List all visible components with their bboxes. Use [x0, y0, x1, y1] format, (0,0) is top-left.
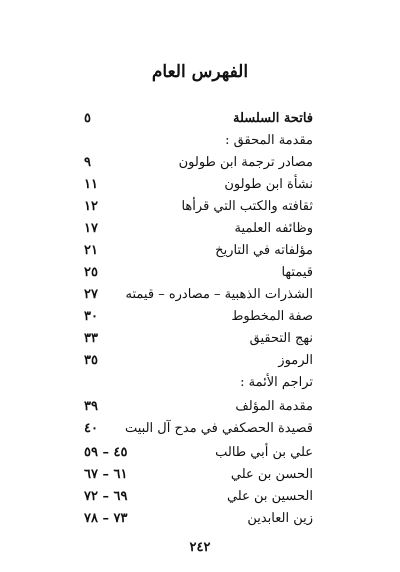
index-entry: [0, 328, 400, 350]
page-number: ٢٤٢: [189, 540, 211, 555]
index-entry: [0, 442, 400, 464]
index-entry: [0, 284, 400, 306]
entry-title: نهج التحقيق: [249, 331, 313, 346]
entry-page-number: ٤٥ – ٥٩: [84, 445, 128, 460]
index-entry: [0, 372, 400, 394]
entry-page-number: ١٢: [84, 199, 98, 214]
index-entry: [0, 508, 400, 530]
index-entry: [0, 240, 400, 262]
entry-title: مؤلفاته في التاريخ: [215, 243, 313, 258]
entry-title: تراجم الأئمة :: [240, 375, 313, 390]
entry-title: مصادر ترجمة ابن طولون: [178, 155, 313, 170]
entry-page-number: ٣٣: [84, 331, 98, 346]
entry-title: الحسن بن علي: [230, 467, 313, 482]
index-entry: [0, 396, 400, 418]
entry-title: وظائفه العلمية: [234, 221, 313, 236]
entry-title: ثقافته والكتب التي قرأها: [181, 199, 313, 214]
entry-title: مقدمة المؤلف: [235, 399, 313, 414]
entry-title: علي بن أبي طالب: [215, 445, 313, 460]
entry-title: قصيدة الحصكفي في مدح آل البيت: [124, 421, 313, 436]
entry-page-number: ٢١: [84, 243, 98, 258]
index-entry: [0, 306, 400, 328]
entry-page-number: ٩: [84, 155, 91, 170]
index-entry: [0, 130, 400, 152]
entry-page-number: ١١: [84, 177, 98, 192]
index-entry: [0, 218, 400, 240]
entry-title: الرموز: [278, 353, 313, 368]
index-entry: [0, 486, 400, 508]
index-entry: [0, 418, 400, 440]
entry-title: قيمتها: [281, 265, 313, 280]
entry-page-number: ٤٠: [84, 421, 98, 436]
entry-title: الشذرات الذهبية – مصادره – قيمته: [125, 287, 313, 302]
entry-title: زين العابدين: [247, 511, 313, 526]
index-entry: [0, 174, 400, 196]
entry-page-number: ٣٥: [84, 353, 98, 368]
index-entry: [0, 464, 400, 486]
entry-title: صفة المخطوط: [231, 309, 313, 324]
entry-page-number: ١٧: [84, 221, 98, 236]
index-entry: [0, 262, 400, 284]
entry-page-number: ٥: [84, 111, 91, 126]
entry-page-number: ٣٩: [84, 399, 98, 414]
page-title: الفهرس العام: [151, 62, 249, 82]
entry-page-number: ٢٧: [84, 287, 98, 302]
entry-page-number: ٦١ – ٦٧: [84, 467, 128, 482]
entry-page-number: ٣٠: [84, 309, 98, 324]
entry-page-number: ٦٩ – ٧٢: [84, 489, 128, 504]
entry-title: نشأة ابن طولون: [224, 177, 313, 192]
entry-title: الحسين بن علي: [226, 489, 313, 504]
index-entry: [0, 350, 400, 372]
entry-title: مقدمة المحقق :: [225, 133, 313, 148]
entry-title: فاتحة السلسلة: [232, 111, 313, 126]
entry-page-number: ٧٣ – ٧٨: [84, 511, 128, 526]
index-entry: [0, 108, 400, 130]
index-entry: [0, 196, 400, 218]
entry-page-number: ٢٥: [84, 265, 98, 280]
index-entry: [0, 152, 400, 174]
